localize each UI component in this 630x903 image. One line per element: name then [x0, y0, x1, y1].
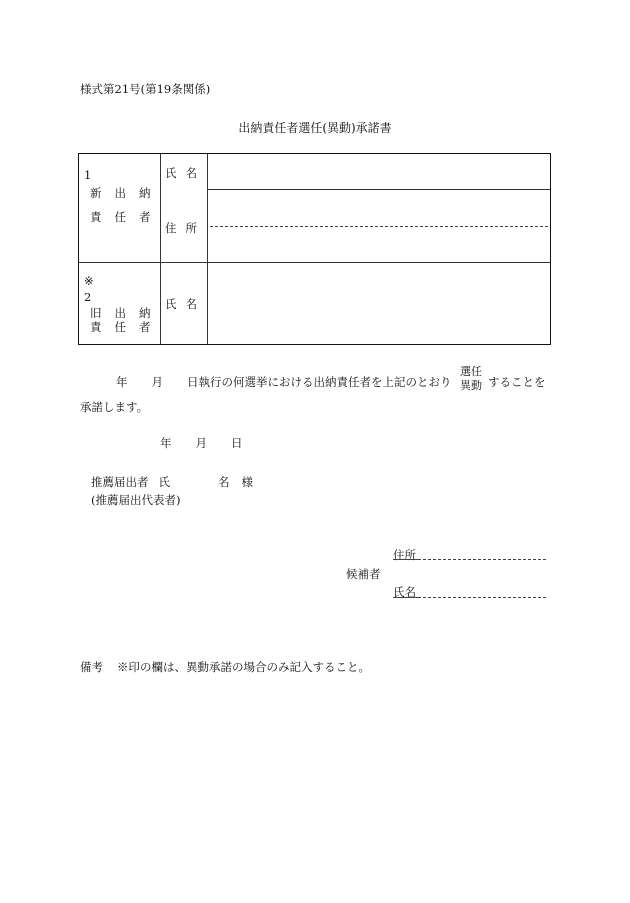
date-year: 年: [160, 436, 172, 450]
section-2-number: 2: [84, 290, 92, 304]
recommender-representative: (推薦届出代表者): [91, 493, 181, 507]
body-sentence-part2: することを: [488, 375, 546, 389]
candidate-label: 候補者: [346, 567, 381, 581]
old-name-label: 氏名: [165, 297, 206, 311]
remarks-text: ※印の欄は、異動承諾の場合のみ記入すること。: [117, 660, 370, 674]
document-title: 出納責任者選任(異動)承諾書: [238, 121, 392, 135]
section-2-mark: ※: [84, 274, 94, 288]
section-1-label-line2: 責任者: [90, 210, 164, 224]
candidate-name-label: 氏名: [393, 585, 416, 599]
table-divider-horizontal: [79, 262, 550, 263]
recommender-honorific: 様: [241, 475, 253, 489]
recommender-label: 推薦届出者: [91, 475, 149, 489]
option-change: 異動: [460, 379, 482, 392]
section-2-label-line2: 責任者: [90, 320, 164, 334]
consent-sentence-line1: [116, 374, 452, 390]
address-dashed-line: [210, 226, 548, 227]
body-year: 年: [116, 375, 128, 389]
consent-sentence-line2: 承諾します。: [80, 400, 149, 414]
candidate-address-line: [418, 559, 546, 560]
table-divider-name-address: [207, 189, 550, 190]
date-day: 日: [231, 436, 243, 450]
recommender-name-right: 名: [218, 475, 230, 489]
body-sentence-part1: 日執行の何選挙における出納責任者を上記のとおり: [187, 375, 452, 389]
body-month: 月: [151, 375, 163, 389]
candidate-address-label: 住所: [393, 548, 416, 562]
new-name-label: 氏名: [165, 166, 206, 180]
recommender-name-left: 氏: [158, 475, 170, 489]
section-1-label-line1: 新出納: [90, 186, 164, 200]
candidate-name-underline: [393, 597, 418, 598]
remarks-label: 備考: [80, 660, 103, 674]
remarks-note: [80, 659, 370, 675]
section-2-label-line1: 旧出納: [90, 306, 164, 320]
section-1-number: 1: [84, 168, 92, 182]
option-appointment: 選任: [460, 365, 482, 378]
date-month: 月: [195, 436, 207, 450]
date-line: [160, 435, 243, 451]
form-number: 様式第21号(第19条関係): [80, 82, 211, 96]
new-address-label: 住所: [165, 221, 206, 235]
candidate-address-underline: [393, 559, 418, 560]
candidate-name-line: [418, 597, 546, 598]
appointment-option-stack: [460, 365, 482, 393]
responsibility-table: [78, 153, 551, 345]
recommender-line: [91, 474, 253, 490]
table-divider-vertical-2: [207, 154, 208, 344]
